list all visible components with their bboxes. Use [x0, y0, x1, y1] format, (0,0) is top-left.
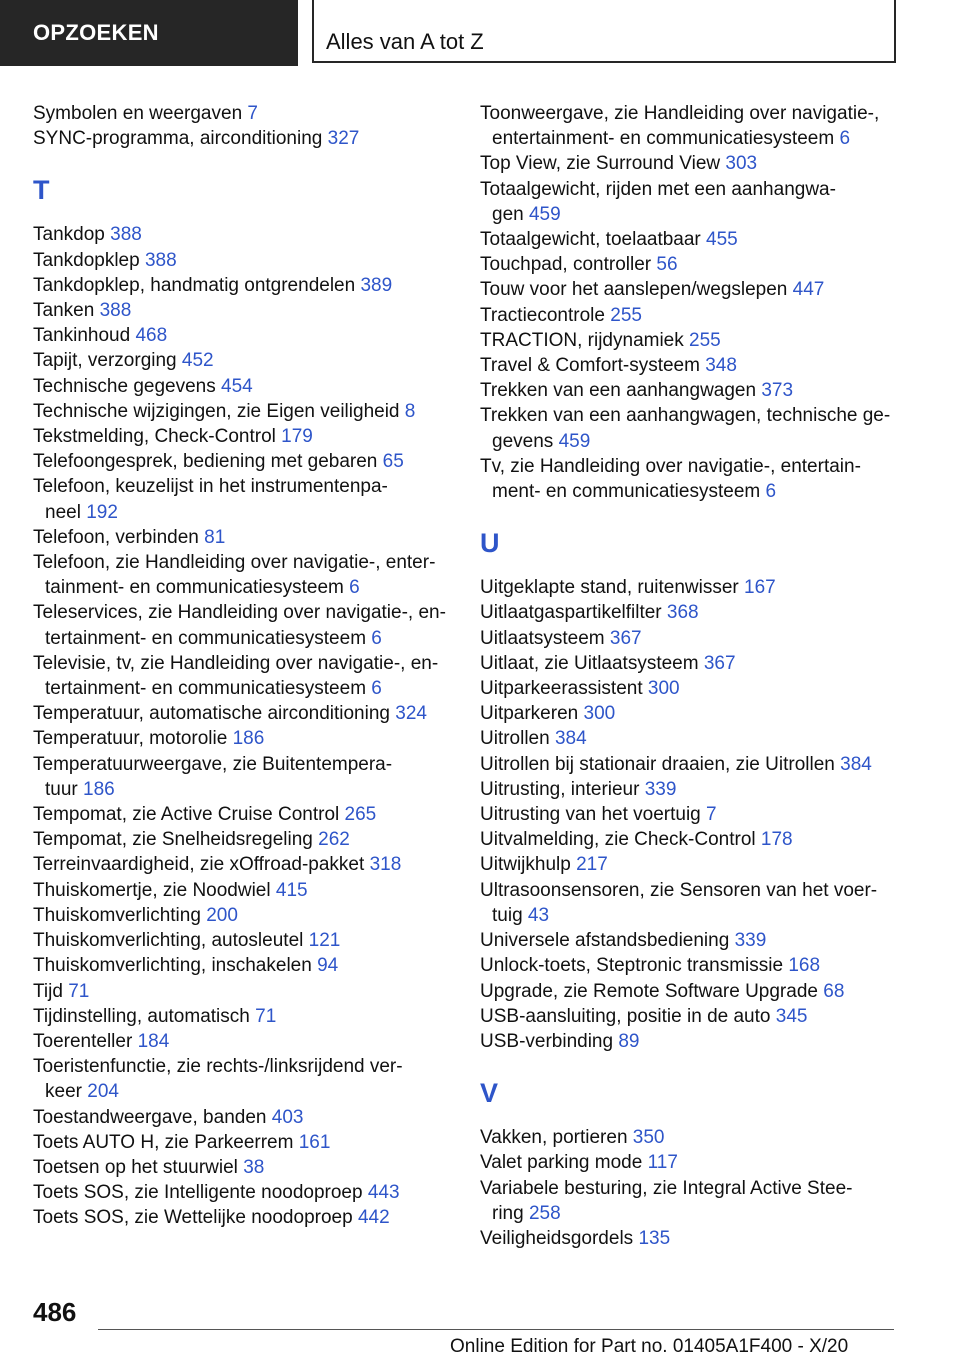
- index-entry: [480, 726, 910, 751]
- index-entry-text: Tijdinstelling, automatisch: [33, 1005, 250, 1027]
- page-link[interactable]: 168: [788, 955, 821, 977]
- index-entry-text: USB-verbinding: [480, 1030, 614, 1052]
- page-link[interactable]: 178: [760, 829, 793, 851]
- page-link[interactable]: 388: [110, 224, 142, 246]
- index-entry: [480, 1125, 910, 1150]
- index-entry: [480, 378, 910, 403]
- index-entry: [33, 222, 453, 247]
- index-entry-text: Toets SOS, zie Wettelijke noodoproep: [33, 1207, 353, 1229]
- page-link[interactable]: 442: [357, 1207, 390, 1229]
- index-entry-text: TRACTION, rijdynamiek: [480, 329, 684, 351]
- index-entry: [480, 953, 910, 978]
- index-entry: [33, 1155, 453, 1180]
- page-link[interactable]: 161: [298, 1131, 331, 1153]
- index-entry-text: Touchpad, controller: [480, 254, 652, 276]
- index-entry: [33, 323, 453, 348]
- index-entry-text: Symbolen en weergaven: [33, 103, 243, 124]
- index-entry: [33, 1054, 453, 1104]
- page-link[interactable]: 179: [281, 426, 313, 448]
- index-entry-text: Tapijt, verzorging: [33, 350, 177, 372]
- index-entry: [480, 802, 910, 827]
- index-entry: [480, 277, 910, 302]
- index-entry-text: USB-aansluiting, positie in de auto: [480, 1005, 771, 1027]
- index-entry-text: SYNC-programma, airconditioning: [33, 128, 323, 150]
- index-entry: [480, 852, 910, 877]
- page-link[interactable]: 339: [734, 930, 767, 952]
- index-entry-text: Uitvalmelding, zie Check-Control: [480, 829, 756, 851]
- index-entry: [33, 953, 453, 978]
- index-entry-text: Upgrade, zie Remote Software Upgrade: [480, 980, 818, 1002]
- index-entry: [480, 227, 910, 252]
- index-entry: [480, 101, 910, 151]
- index-entry: [33, 298, 453, 323]
- index-entry-text: Uitrusting, interieur: [480, 778, 640, 800]
- index-entry: [33, 852, 453, 877]
- page-link[interactable]: 192: [86, 501, 118, 523]
- page-link[interactable]: 384: [840, 753, 872, 775]
- page-link[interactable]: 200: [206, 904, 238, 926]
- index-entry-text: Tankdop: [33, 224, 105, 246]
- index-entry-text: Uitrollen: [480, 728, 550, 750]
- index-entry: [33, 1180, 453, 1205]
- page-link[interactable]: 373: [761, 380, 794, 402]
- index-entry-text: Thuiskomverlichting, inschakelen: [33, 955, 312, 977]
- index-entry: [33, 979, 453, 1004]
- index-entry-text: Uitparkeerassistent: [480, 678, 643, 700]
- page-link[interactable]: 459: [528, 203, 561, 225]
- index-entry: [480, 328, 910, 353]
- index-entry: [480, 1150, 910, 1175]
- page-link[interactable]: 339: [644, 778, 677, 800]
- page-link[interactable]: 443: [367, 1182, 400, 1204]
- page-link[interactable]: 454: [221, 375, 253, 397]
- index-entry: [33, 1004, 453, 1029]
- index-entry-text: Variabele besturing, zie Integral Active Stee- ring: [480, 1177, 853, 1224]
- page-link[interactable]: 56: [656, 254, 678, 276]
- index-entry: [480, 626, 910, 651]
- index-entry-text: Unlock-toets, Steptronic transmissie: [480, 955, 784, 977]
- index-entry-text: Telefoon, zie Handleiding over navigatie-, enter- tainment- en communicatiesysteem: [33, 552, 436, 599]
- index-entry-text: Uitlaat, zie Uitlaatsysteem: [480, 652, 699, 674]
- index-entry-text: Trekken van een aanhangwagen, technische ge- gevens: [480, 405, 891, 452]
- page-link[interactable]: 89: [618, 1030, 640, 1052]
- index-entry-text: Teleservices, zie Handleiding over navigatie-, en- tertainment- en communicatiesysteem: [33, 602, 446, 649]
- index-entry-text: Telefoon, keuzelijst in het instrumentenpa- neel: [33, 476, 388, 523]
- index-entry: [480, 403, 910, 453]
- page-link[interactable]: 68: [823, 980, 845, 1002]
- index-entry-text: Ultrasoonsensoren, zie Sensoren van het voer- tuig: [480, 879, 878, 926]
- index-entry: [480, 651, 910, 676]
- index-entry-text: Toonweergave, zie Handleiding over navigatie-, entertainment- en communicatiesysteem: [480, 103, 880, 150]
- index-entry-text: Tanken: [33, 300, 95, 322]
- index-entry-text: Uitrollen bij stationair draaien, zie Uitrollen: [480, 753, 835, 775]
- page-link[interactable]: 94: [317, 955, 339, 977]
- index-entry-text: Technische gegevens: [33, 375, 216, 397]
- index-entry-text: Telefoongesprek, bediening met gebaren: [33, 451, 378, 473]
- index-entry: [33, 726, 453, 751]
- index-entry: [33, 248, 453, 273]
- page-link[interactable]: 6: [349, 577, 360, 599]
- page-link[interactable]: 167: [744, 577, 776, 599]
- page-link[interactable]: 71: [255, 1005, 277, 1027]
- index-entry-text: Uitgeklapte stand, ruitenwisser: [480, 577, 739, 599]
- page-link[interactable]: 184: [137, 1030, 170, 1052]
- page-link[interactable]: 350: [632, 1127, 665, 1149]
- index-entry: [480, 177, 910, 227]
- page-link[interactable]: 7: [706, 804, 717, 826]
- index-entry-text: Uitrusting van het voertuig: [480, 804, 701, 826]
- page-link[interactable]: 367: [703, 652, 736, 674]
- edition-text: Online Edition for Part no. 01405A1F400 - X/20: [450, 1336, 849, 1357]
- page-link[interactable]: 452: [181, 350, 214, 372]
- index-entry: [33, 600, 453, 650]
- page-link[interactable]: 300: [583, 703, 616, 725]
- index-entry: [33, 273, 453, 298]
- page-link[interactable]: 8: [404, 400, 416, 422]
- index-entry: [480, 752, 910, 777]
- index-entry: [480, 878, 910, 928]
- letter-heading: T: [33, 175, 50, 206]
- index-entry-text: Uitwijkhulp: [480, 854, 571, 876]
- index-entry-text: Toets SOS, zie Intelligente noodoproep: [33, 1182, 363, 1204]
- page-link[interactable]: 388: [99, 300, 132, 322]
- index-entry-text: Uitlaatsysteem: [480, 627, 605, 649]
- page-link[interactable]: 258: [528, 1202, 561, 1224]
- index-entry-text: Tankdopklep, handmatig ontgrendelen: [33, 274, 356, 296]
- index-entry-text: Thuiskomverlichting: [33, 904, 201, 926]
- index-entry-text: Valet parking mode: [480, 1152, 643, 1174]
- index-entry: [33, 651, 453, 701]
- index-entry: [480, 454, 910, 504]
- page-link[interactable]: 6: [371, 678, 382, 700]
- index-entry-text: Tv, zie Handleiding over navigatie-, entertain- ment- en communicatiesysteem: [480, 455, 861, 503]
- index-entry: [33, 903, 453, 928]
- index-entry-text: Uitparkeren: [480, 703, 579, 725]
- page-link[interactable]: 71: [68, 980, 90, 1002]
- index-entry-text: Travel & Comfort-systeem: [480, 355, 700, 377]
- index-entry-text: Touw voor het aanslepen/wegslepen: [480, 279, 788, 301]
- index-entry: [33, 474, 453, 524]
- page-link[interactable]: 455: [706, 229, 738, 251]
- page-link[interactable]: 265: [344, 804, 377, 826]
- index-entry-text: Toeristenfunctie, zie rechts-/linksrijdend ver- keer: [33, 1056, 403, 1103]
- index-entry: [480, 353, 910, 378]
- page-link[interactable]: 6: [371, 627, 382, 649]
- index-entry: [480, 827, 910, 852]
- index-entry: [33, 1130, 453, 1155]
- page-link[interactable]: 255: [610, 304, 642, 326]
- index-entry: [33, 348, 453, 373]
- index-entry: [480, 1029, 910, 1054]
- page-link[interactable]: 255: [689, 329, 721, 351]
- index-entry: [480, 600, 910, 625]
- tab-alles-van-a-tot-z[interactable]: [312, 0, 896, 63]
- page-link[interactable]: 345: [775, 1005, 808, 1027]
- index-entry-text: Universele afstandsbediening: [480, 930, 730, 952]
- index-entry-text: Thuiskomertje, zie Noodwiel: [33, 879, 271, 901]
- index-entry: [33, 1105, 453, 1130]
- index-entry-text: Thuiskomverlichting, autosleutel: [33, 930, 304, 952]
- page-link[interactable]: 38: [243, 1156, 265, 1178]
- index-entry: [33, 449, 453, 474]
- index-entry-text: Vakken, portieren: [480, 1127, 628, 1149]
- page-link[interactable]: 81: [204, 526, 226, 548]
- page-link[interactable]: 389: [360, 274, 393, 296]
- tab-opzoeken-label: OPZOEKEN: [33, 20, 159, 45]
- index-entry-text: Terreinvaardigheid, zie xOffroad-pakket: [33, 854, 365, 876]
- index-column-right: [480, 101, 910, 1251]
- index-entry: [33, 802, 453, 827]
- index-entry-text: Temperatuurweergave, zie Buitentempera- tuur: [33, 753, 393, 800]
- index-entry-text: Tekstmelding, Check-Control: [33, 426, 276, 448]
- index-entry: [33, 374, 453, 399]
- page-link[interactable]: 300: [647, 678, 680, 700]
- index-entry: [480, 928, 910, 953]
- tab-opzoeken[interactable]: [0, 0, 298, 66]
- page-link[interactable]: 135: [638, 1227, 671, 1249]
- index-entry-text: Toetsen op het stuurwiel: [33, 1156, 238, 1178]
- page-link[interactable]: 204: [87, 1081, 119, 1103]
- index-entry: [480, 1176, 910, 1226]
- page-link[interactable]: 43: [527, 904, 550, 926]
- index-entry: [480, 979, 910, 1004]
- page-link[interactable]: 217: [576, 854, 608, 876]
- index-entry: [480, 701, 910, 726]
- page-link[interactable]: 327: [327, 128, 360, 150]
- page-link[interactable]: 303: [725, 153, 758, 175]
- index-entry: [33, 550, 453, 600]
- index-entry: [480, 1004, 910, 1029]
- index-entry-text: Technische wijzigingen, zie Eigen veiligheid: [33, 400, 400, 422]
- index-entry: [33, 525, 453, 550]
- page-link[interactable]: 117: [647, 1152, 678, 1174]
- index-entry-text: Top View, zie Surround View: [480, 153, 721, 175]
- index-entry: [33, 878, 453, 903]
- page-link[interactable]: 447: [792, 279, 825, 301]
- index-entry-text: Tempomat, zie Active Cruise Control: [33, 804, 340, 826]
- index-entry-text: Tankdopklep: [33, 249, 140, 271]
- page-link[interactable]: 65: [382, 451, 404, 473]
- page-link[interactable]: 367: [609, 627, 642, 649]
- page-link[interactable]: 186: [232, 728, 265, 750]
- index-entry-text: Tempomat, zie Snelheidsregeling: [33, 829, 313, 851]
- page-link[interactable]: 324: [395, 703, 427, 725]
- index-entry: [480, 151, 910, 176]
- letter-heading: U: [480, 528, 500, 559]
- index-entry: [33, 424, 453, 449]
- index-entry: [480, 676, 910, 701]
- index-entry-text: Televisie, tv, zie Handleiding over navigatie-, en- tertainment- en communicatiesysteem: [33, 652, 439, 700]
- page-number: 486: [33, 1297, 77, 1327]
- index-column-left: [33, 101, 453, 1231]
- page-link[interactable]: 348: [705, 355, 737, 377]
- page-link[interactable]: 121: [308, 930, 341, 952]
- page-link[interactable]: 262: [318, 829, 350, 851]
- index-entry: [33, 399, 453, 424]
- page-link[interactable]: 6: [765, 481, 777, 503]
- page-link[interactable]: 186: [83, 778, 115, 800]
- index-entry: [33, 827, 453, 852]
- index-entry: [33, 701, 453, 726]
- page-link[interactable]: 403: [271, 1106, 304, 1128]
- index-entry-text: Trekken van een aanhangwagen: [480, 380, 757, 402]
- page-link[interactable]: 468: [135, 325, 168, 347]
- page-link[interactable]: 6: [839, 128, 851, 150]
- index-entry: [33, 1029, 453, 1054]
- index-entry: [480, 303, 910, 328]
- footer-divider: [98, 1329, 894, 1330]
- page-link[interactable]: 415: [275, 879, 308, 901]
- index-entry-text: Uitlaatgaspartikelfilter: [480, 602, 662, 624]
- index-entry-text: Veiligheidsgordels: [480, 1227, 634, 1249]
- index-entry-text: Tankinhoud: [33, 325, 131, 347]
- page-link[interactable]: 459: [558, 430, 591, 452]
- index-entry: [33, 101, 453, 126]
- index-entry-text: Toets AUTO H, zie Parkeerrem: [33, 1131, 294, 1153]
- index-entry-text: Temperatuur, automatische airconditioning: [33, 703, 390, 725]
- index-entry: [33, 928, 453, 953]
- index-entry-text: Telefoon, verbinden: [33, 526, 199, 548]
- index-entry-text: Toerenteller: [33, 1030, 133, 1052]
- page-link[interactable]: 318: [369, 854, 402, 876]
- index-entry-text: Totaalgewicht, toelaatbaar: [480, 229, 701, 251]
- index-entry: [480, 575, 910, 600]
- letter-heading: V: [480, 1078, 499, 1109]
- page-link[interactable]: 388: [144, 249, 177, 271]
- page-link[interactable]: 7: [247, 103, 258, 124]
- index-entry: [33, 126, 453, 151]
- index-entry: [33, 752, 453, 802]
- page-link[interactable]: 384: [554, 728, 587, 750]
- index-entry-text: Tijd: [33, 980, 63, 1002]
- index-entry-text: Toestandweergave, banden: [33, 1106, 267, 1128]
- tab-az-label: Alles van A tot Z: [326, 29, 484, 54]
- index-entry-text: Temperatuur, motorolie: [33, 728, 228, 750]
- page-link[interactable]: 368: [666, 602, 699, 624]
- index-entry: [480, 1226, 910, 1251]
- index-entry-text: Tractiecontrole: [480, 304, 605, 326]
- page-header: [0, 0, 960, 66]
- index-entry: [33, 1205, 453, 1230]
- index-entry-text: Totaalgewicht, rijden met een aanhangwa- gen: [480, 178, 836, 225]
- index-entry: [480, 252, 910, 277]
- index-entry: [480, 777, 910, 802]
